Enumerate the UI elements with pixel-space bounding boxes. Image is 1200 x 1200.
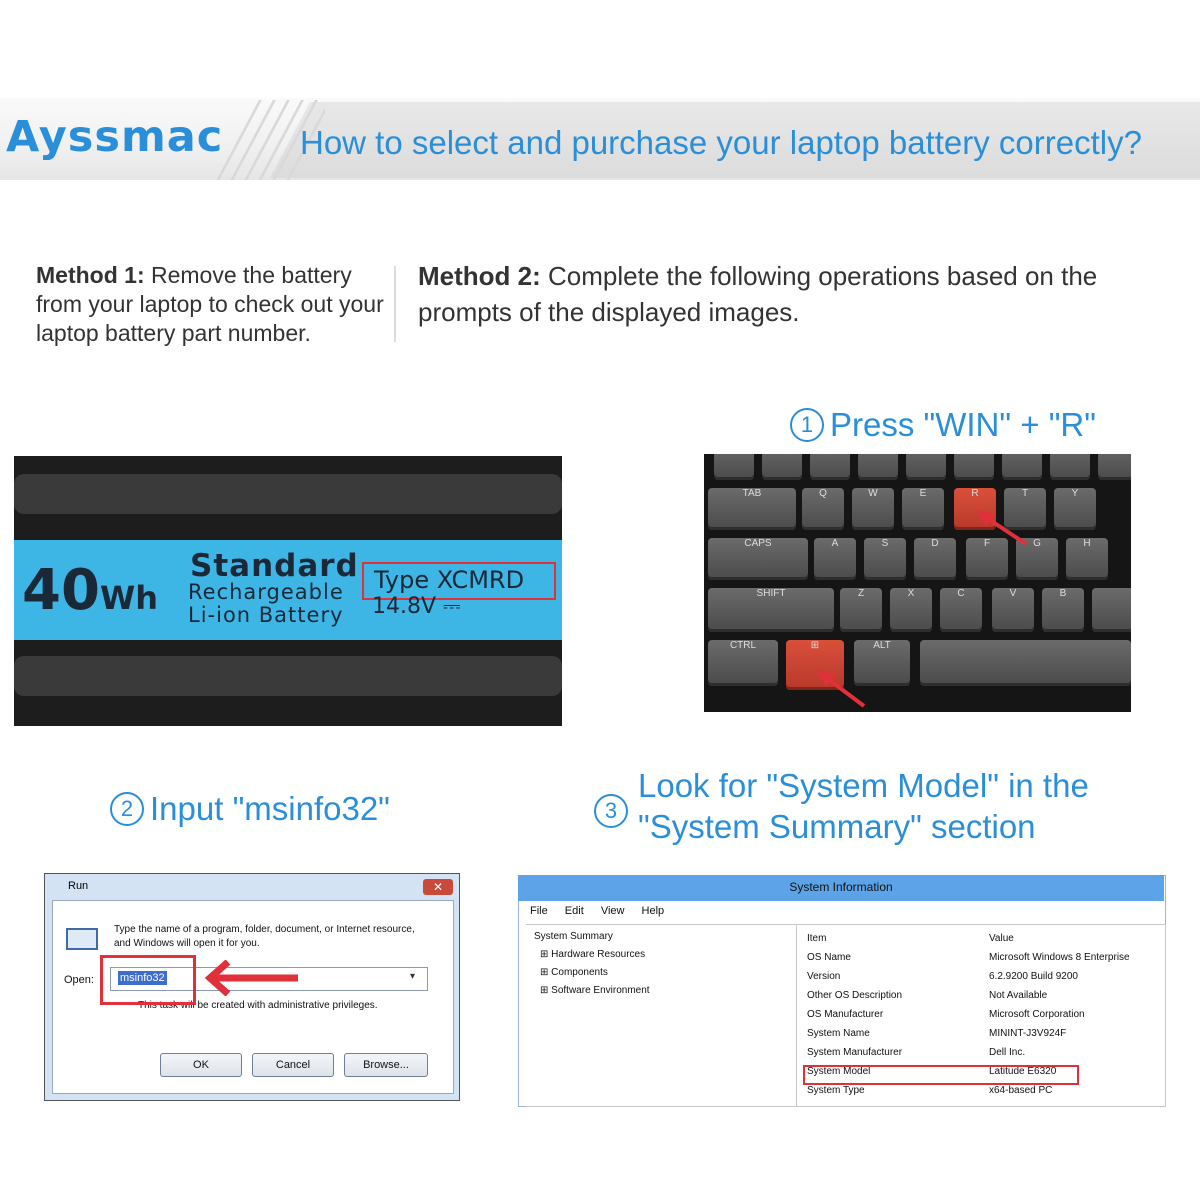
key-caps: CAPS: [708, 538, 808, 580]
step-1-text: Press "WIN" + "R": [830, 406, 1096, 443]
run-admin-note: This task will be created with administrative privileges.: [138, 1000, 378, 1011]
key-g: G: [1016, 538, 1058, 580]
step-3-number-wrap: [594, 792, 634, 830]
key-v: V: [992, 588, 1034, 632]
tree-software-environment[interactable]: ⊞ Software Environment: [540, 985, 650, 996]
system-information-tree: [526, 924, 797, 1107]
method-divider: [394, 266, 396, 342]
battery-capacity-unit: Wh: [99, 579, 159, 617]
run-program-icon: [66, 928, 98, 950]
method-1-text: Remove the battery from your laptop to check out your laptop battery part number.: [36, 262, 384, 346]
run-input-highlight: [100, 955, 196, 1005]
run-open-input-value[interactable]: msinfo32: [120, 972, 165, 984]
step-1-number: 1: [790, 408, 824, 442]
page-headline: How to select and purchase your laptop battery correctly?: [300, 124, 1142, 161]
key-w: W: [852, 488, 894, 530]
browse-button[interactable]: Browse...: [344, 1053, 428, 1077]
chevron-down-icon[interactable]: ▾: [410, 971, 416, 982]
key-r: R: [954, 488, 996, 530]
step-1-title: [790, 406, 1096, 444]
table-row-item: Version: [807, 971, 841, 982]
key-h: H: [1066, 538, 1108, 580]
table-header-item: Item: [807, 933, 827, 944]
cancel-button[interactable]: Cancel: [252, 1053, 334, 1077]
tree-components[interactable]: ⊞ Components: [540, 967, 608, 978]
key-d: D: [914, 538, 956, 580]
menu-view[interactable]: View: [600, 905, 625, 917]
ok-button[interactable]: OK: [160, 1053, 242, 1077]
method-2: [418, 258, 1138, 330]
table-row-item: Other OS Description: [807, 990, 903, 1001]
table-header-value: Value: [989, 933, 1014, 944]
key-win: ⊞: [786, 640, 844, 690]
brand-logo: Ayssmac: [6, 112, 224, 162]
key-c: C: [940, 588, 982, 632]
menu-file[interactable]: File: [530, 905, 548, 917]
table-row-item: OS Manufacturer: [807, 1009, 884, 1020]
tree-system-summary[interactable]: System Summary: [534, 931, 613, 942]
key-t: T: [1004, 488, 1046, 530]
battery-type: Type XCMRD: [374, 566, 525, 594]
table-row-value: Not Available: [989, 990, 1048, 1001]
system-information-menu: [530, 905, 678, 917]
key-y: Y: [1054, 488, 1096, 530]
key-b: B: [1042, 588, 1084, 632]
key-alt: ALT: [854, 640, 910, 686]
table-row-item: System Name: [807, 1028, 870, 1039]
battery-capacity: [22, 558, 158, 623]
step-3-title: [638, 765, 1089, 847]
key-z: Z: [840, 588, 882, 632]
system-model-highlight: [803, 1065, 1079, 1085]
step-3-line-2: "System Summary" section: [638, 808, 1036, 845]
battery-rechargeable: Rechargeable: [188, 580, 344, 604]
close-icon[interactable]: ✕: [423, 879, 453, 895]
method-2-label: Method 2:: [418, 261, 541, 291]
battery-ridge: [14, 474, 562, 514]
table-row-value: Dell Inc.: [989, 1047, 1026, 1058]
step-3-line-1: Look for "System Model" in the: [638, 767, 1089, 804]
key-x: X: [890, 588, 932, 632]
key-ctrl: CTRL: [708, 640, 778, 686]
tree-item-label: Hardware Resources: [551, 949, 646, 960]
table-row-value: Microsoft Corporation: [989, 1009, 1085, 1020]
keyboard-photo: [704, 454, 1131, 712]
key-f: F: [966, 538, 1008, 580]
key-tab: TAB: [708, 488, 796, 530]
table-row-value: MININT-J3V924F: [989, 1028, 1067, 1039]
table-row-value: Microsoft Windows 8 Enterprise: [989, 952, 1130, 963]
tree-hardware-resources[interactable]: ⊞ Hardware Resources: [540, 949, 646, 960]
keyboard-arrows: [704, 454, 1131, 712]
table-row-item: OS Name: [807, 952, 851, 963]
battery-ridge: [14, 656, 562, 696]
method-2-text: Complete the following operations based on the prompts of the displayed images.: [418, 261, 1098, 327]
battery-chemistry: Li-ion Battery: [188, 603, 344, 627]
tree-item-label: Software Environment: [551, 985, 650, 996]
system-information-title: System Information: [789, 880, 893, 894]
battery-voltage: 14.8V ⎓: [372, 594, 461, 619]
menu-help[interactable]: Help: [641, 905, 665, 917]
table-row-value: 6.2.9200 Build 9200: [989, 971, 1078, 982]
battery-standard: Standard: [190, 548, 359, 584]
run-open-label: Open:: [64, 974, 94, 986]
key-a: A: [814, 538, 856, 580]
table-row-value-system-model: Latitude E6320: [989, 1066, 1057, 1077]
key-q: Q: [802, 488, 844, 530]
step-2-text: Input "msinfo32": [150, 790, 390, 827]
table-row-item: System Type: [807, 1085, 865, 1096]
step-2-title: [110, 790, 390, 828]
key-shift: SHIFT: [708, 588, 834, 632]
key-e: E: [902, 488, 944, 530]
step-2-number: 2: [110, 792, 144, 826]
tree-item-label: Components: [551, 967, 608, 978]
method-1: [36, 261, 396, 348]
step-3-number: 3: [594, 794, 628, 828]
table-row-value: x64-based PC: [989, 1085, 1053, 1096]
table-row-item: System Manufacturer: [807, 1047, 903, 1058]
key-s: S: [864, 538, 906, 580]
method-1-label: Method 1:: [36, 262, 145, 288]
run-dialog-title: Run: [68, 880, 89, 892]
run-input-arrow-icon: [188, 960, 300, 996]
battery-capacity-number: 40: [22, 558, 100, 623]
table-row-item-system-model: System Model: [807, 1066, 871, 1077]
run-description: Type the name of a program, folder, document, or Internet resource, and Windows will open it for you.: [114, 924, 415, 949]
menu-edit[interactable]: Edit: [564, 905, 584, 917]
